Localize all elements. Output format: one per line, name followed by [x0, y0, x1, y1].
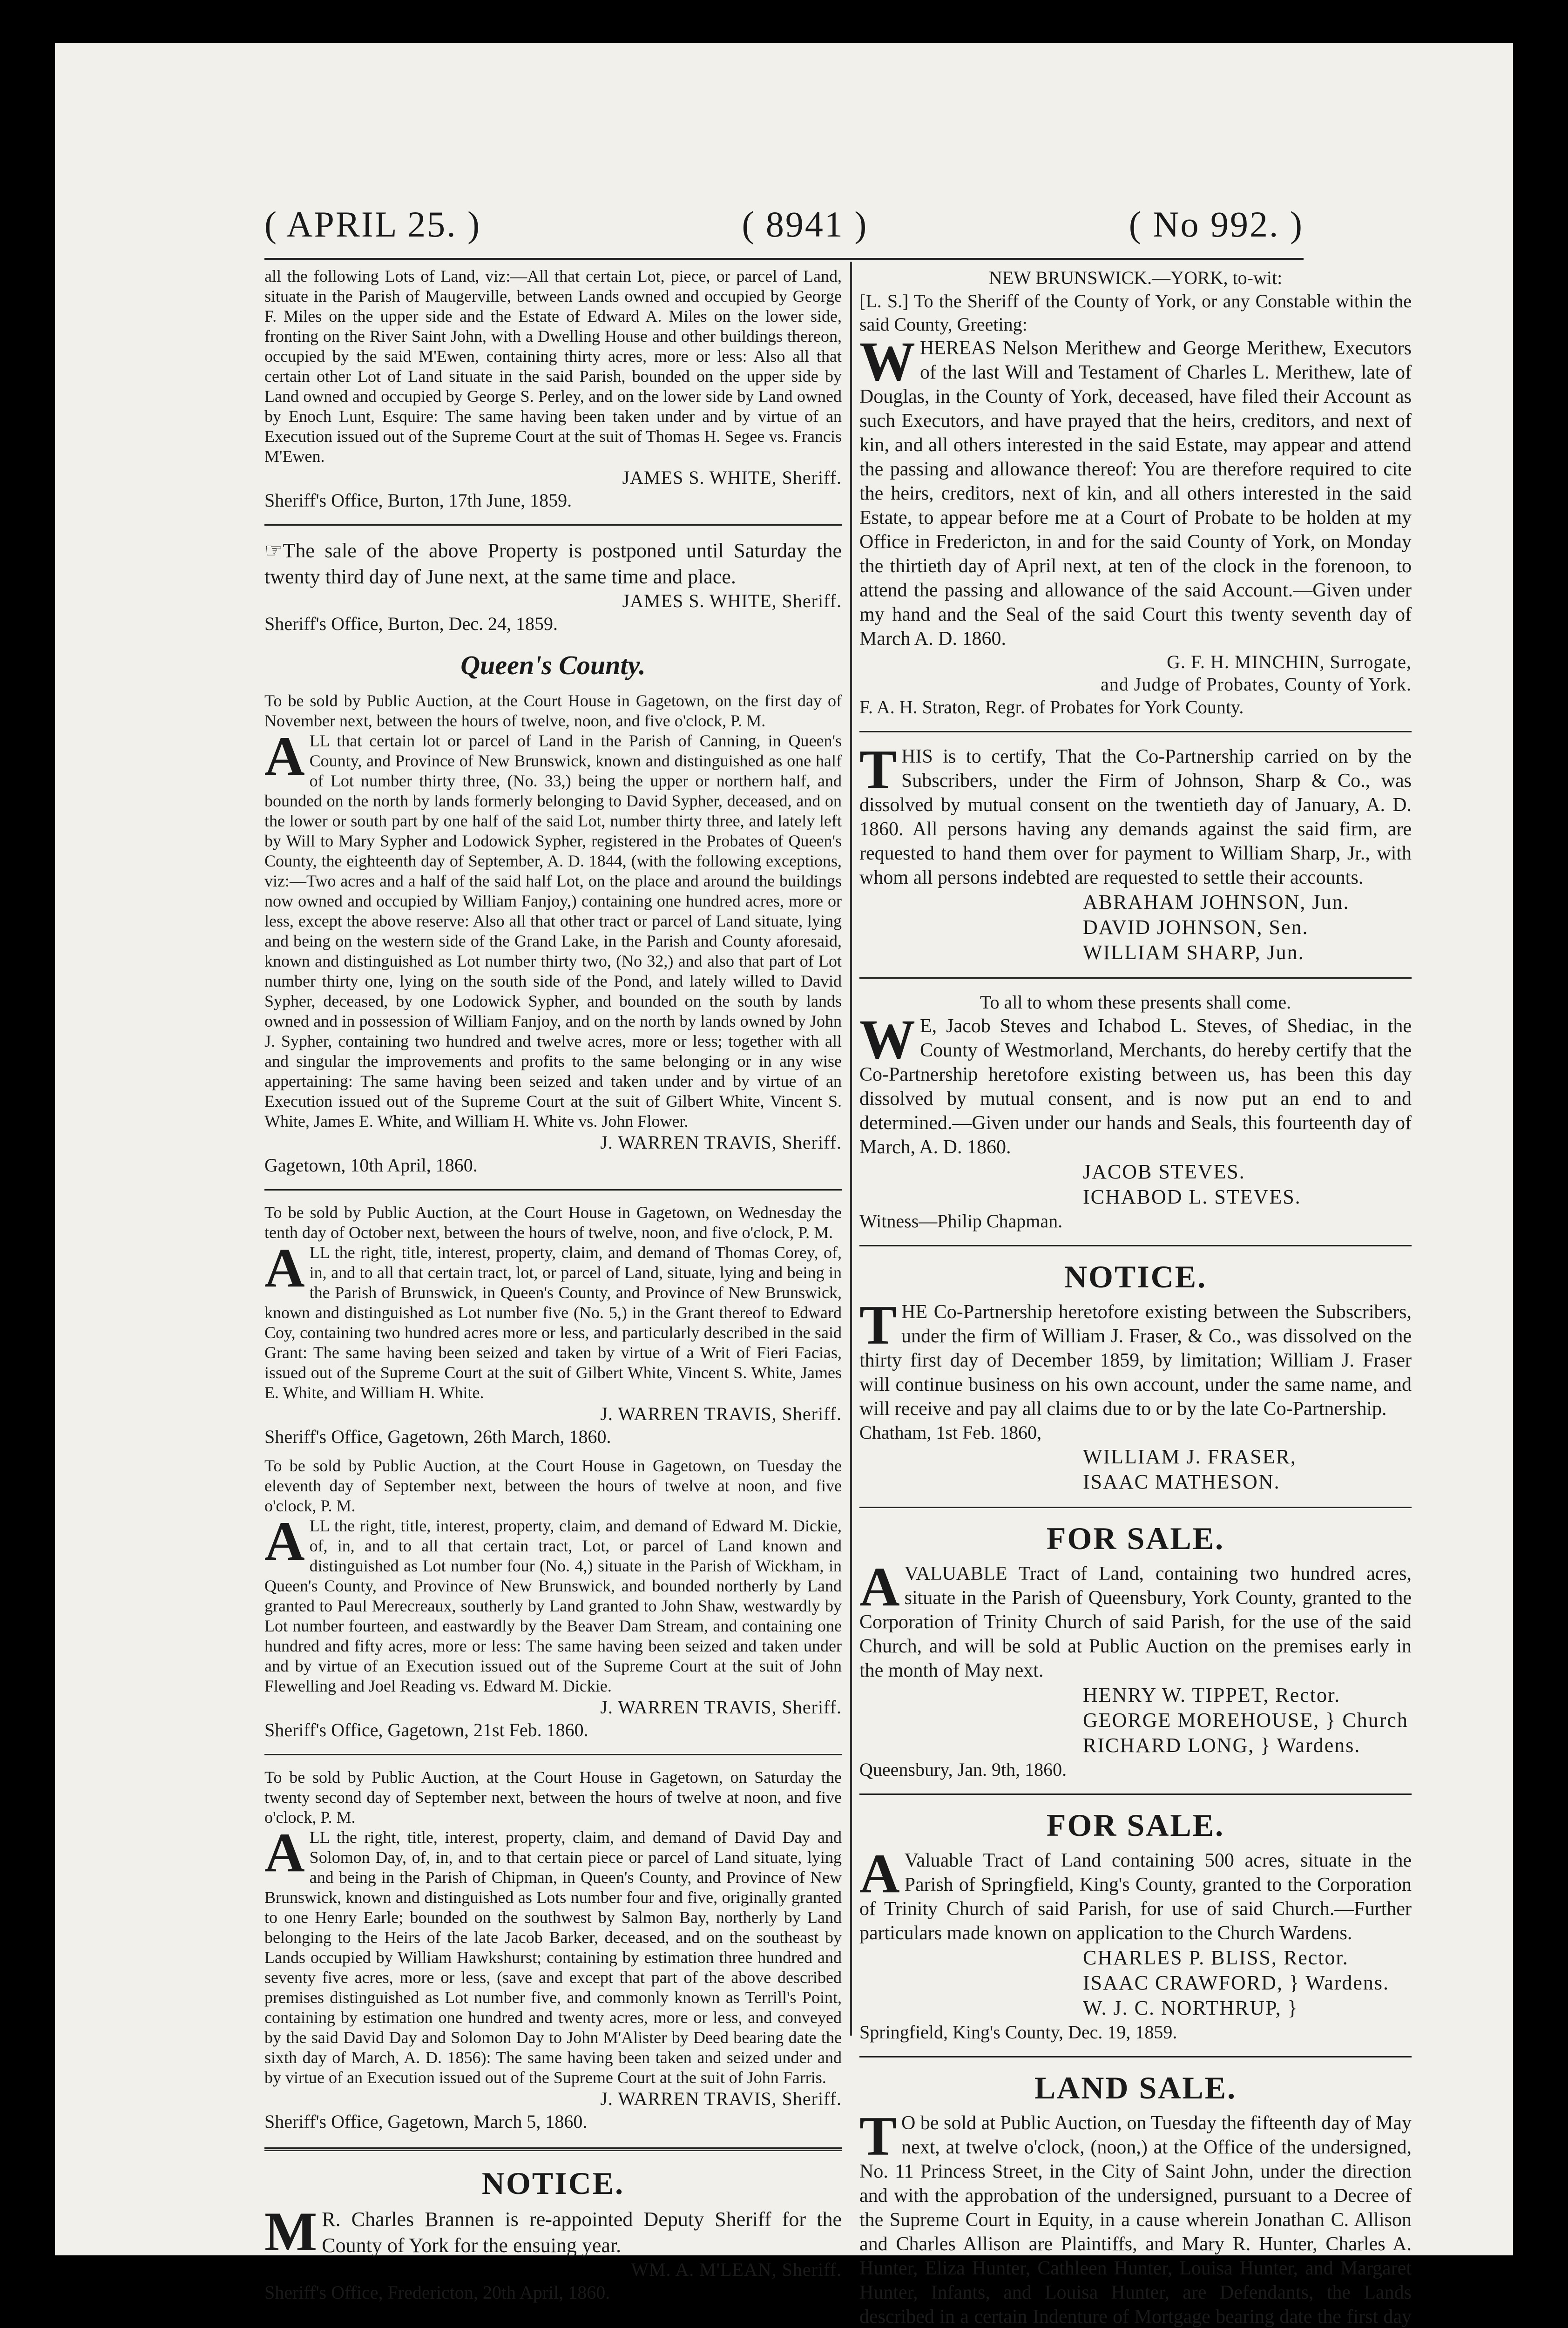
auction-body: ALL that certain lot or parcel of Land in the Parish of Canning, in Queen's County, and Province of New Brunswick, known and distinguished as one half of Lot number thirty three, (No. 33,) being the upper or northern half, and bounded on the north by lands formerly belonging to David Sypher, deceased, and on the lower or south part by one half of the said Lot, number thirty three, and lately left by Will to Mary Sypher and Lodowick Sypher, registered in the Probates of Queen's County, the eighteenth day of September, A. D. 1844, (with the following exceptions, viz:—Two acres and a half of the said half Lot, on the place and around the buildings now owned and occupied by William Fanjoy,) containing one hundred acres, more or less, except the above reserve: Also all that other tract or parcel of Land situate, lying and being on the western side of the Grand Lake, in the Parish and County aforesaid, known and distinguished as Lot number thirty two, (No 32,) and also that part of Lot number thirty one, lying on the south side of the Pond, and lately willed to David Sypher, deceased, by one Lodowick Sypher, and bounded on the south by lands owned and in possession of William Fanjoy, and on the north by lands owned by John J. Sypher, containing two hundred and twelve acres, more or less; together with all and singular the improvements and profits to the same belonging or in any wise appertaining: The same having been seized and taken under and by virtue of an Execution issued out of the Supreme Court at the suit of Gilbert White, Vincent S. White, James E. White, and William H. White vs. John Flower. — [264, 725, 842, 1130]
notice-date: Sheriff's Office, Burton, Dec. 24, 1859. — [264, 613, 558, 634]
auction-intro: To be sold by Public Auction, at the Court House in Gagetown, on Tuesday the eleventh day of September next, between the hours of twelve at noon, and five o'clock, P. M. — [264, 1456, 842, 1515]
drop-cap: A — [264, 1237, 305, 1299]
notice-date: Springfield, King's County, Dec. 19, 1859. — [859, 2022, 1177, 2043]
double-rule — [264, 2147, 842, 2151]
notice-date: Queensbury, Jan. 9th, 1860. — [859, 1759, 1067, 1780]
column-divider — [850, 262, 852, 2036]
rule — [859, 1793, 1412, 1795]
drop-cap: A — [859, 1842, 900, 1904]
auction-body: ALL the right, title, interest, property, claim, and demand of Edward M. Dickie, of, in, and to all that certain tract, Lot, or parcel of Land known and distinguished as Lot number four (No. 4,) situate in the Parish of Wickham, in Queen's County, and Province of New Brunswick, and bounded northerly by Land granted to Paul Merecreaux, southerly by Land granted to John Shaw, westwardly by Lot number fourteen, and eastwardly by the Beaver Dam Stream, and containing one hundred and fifty acres, more or less: The same having been seized and taken under and by virtue of an Execution issued out of the Supreme Court at the suit of John Flewelling and Joel Reading vs. Edward M. Dickie. — [264, 1510, 842, 1695]
warden-signature: GEORGE MOREHOUSE, } Church — [1083, 1709, 1408, 1732]
witness-line: Witness—Philip Chapman. — [859, 1211, 1063, 1232]
rector-signature: HENRY W. TIPPET, Rector. — [1083, 1684, 1341, 1706]
postponement-notice: ☞The sale of the above Property is postponed until Saturday the twenty third day of June next, at the same time and place. — [264, 539, 842, 588]
rule — [859, 731, 1412, 732]
deputy-sheriff-notice: M R. Charles Brannen is re-appointed Deputy Sheriff for the County of York for the ensuing year. — [264, 2200, 842, 2262]
header-page-number: ( 8941 ) — [742, 204, 868, 244]
springfield-sale: A Valuable Tract of Land containing 500 acres, situate in the Parish of Springfield, King's County, granted to the Corporation of Trinity Church of said Parish, for use of said Church.—Further particulars made known on application to the Church Wardens. — [859, 1842, 1412, 1944]
notice-date: Sheriff's Office, Gagetown, March 5, 1860. — [264, 2111, 588, 2132]
drop-cap: T — [859, 1294, 897, 1356]
drop-cap: W — [859, 330, 915, 392]
drop-cap: M — [264, 2200, 318, 2262]
partner-signature: ICHABOD L. STEVES. — [1083, 1185, 1301, 1208]
registrar-line: F. A. H. Straton, Regr. of Probates for York County. — [859, 697, 1244, 717]
warden-signature: RICHARD LONG, } Wardens. — [1083, 1734, 1361, 1757]
rule — [264, 524, 842, 526]
notice-date: Chatham, 1st Feb. 1860, — [859, 1422, 1042, 1443]
sheriff-signature: JAMES S. WHITE, Sheriff. — [622, 590, 842, 611]
notice-heading: NOTICE. — [481, 2166, 625, 2201]
jurisdiction-heading: NEW BRUNSWICK.—YORK, to-wit: — [988, 267, 1283, 288]
presents-intro: To all to whom these presents shall come. — [980, 992, 1291, 1013]
warden-signature: ISAAC CRAWFORD, } Wardens. — [1083, 1971, 1390, 1994]
drop-cap: T — [859, 2105, 897, 2167]
sheriff-signature: J. WARREN TRAVIS, Sheriff. — [600, 2088, 842, 2109]
surrogate-title: and Judge of Probates, County of York. — [1101, 674, 1412, 695]
land-sale-notice: T O be sold at Public Auction, on Tuesday the fifteenth day of May next, at twelve o'clock, (noon,) at the Office of the undersigned, No. 11 Princess Street, in the City of Saint John, under the direction and with the approbation of the undersigned, pursuant to a Decree of the Supreme Court in Equity, in a cause wherein Jonathan C. Allison and Charles Allison are Plaintiffs, and Mary R. Hunter, Charles A. Hunter, Eliza Hunter, Cathleen Hunter, Louisa Hunter, and Margaret Hunter, Infants, and Louisa Hunter, are Defendants, the Lands described in a certain Indenture of Mortgage bearing date the first day — [859, 2105, 1412, 2328]
header-date: ( APRIL 25. ) — [264, 204, 481, 244]
drop-cap: A — [264, 1510, 305, 1572]
partner-signature: ABRAHAM JOHNSON, Jun. — [1083, 891, 1350, 914]
sheriff-signature: J. WARREN TRAVIS, Sheriff. — [600, 1132, 842, 1153]
auction-body: ALL the right, title, interest, property, claim, and demand of David Day and Solomon Day, of, in, and to that certain piece or parcel of Land situate, lying and being in the Parish of Chipman, in Queen's County, and Province of New Brunswick, known and distinguished as Lots number four and five, originally granted to one Henry Earle; bounded on the southwest by Salmon Bay, northerly by Land belonging to the Heirs of the late Jacob Barker, deceased, and on the southeast by Lands occupied by William Hawkshurst; containing by estimation three hundred and seventy five acres, more or less, (save and except that part of the above described premises distinguished as Lot number five, and commonly known as Terrill's Point, containing by estimation one hundred and twenty acres, more or less, and conveyed by the said David Day and Solomon Day to John M'Alister by Deed bearing date the sixth day of March, A. D. 1856): The same having been taken and seized under and by virtue of an Execution issued out of the Supreme Court at the suit of John Farris. — [264, 1821, 842, 2087]
notice-date: Sheriff's Office, Fredericton, 20th April, 1860. — [264, 2282, 610, 2303]
for-sale-heading: FOR SALE. — [1046, 1521, 1225, 1556]
land-sale-heading: LAND SALE. — [1034, 2070, 1237, 2105]
sheriff-signature: J. WARREN TRAVIS, Sheriff. — [600, 1403, 842, 1424]
newspaper-page — [55, 43, 1513, 2328]
header-issue-number: ( No 992. ) — [1129, 204, 1304, 244]
maugerville-notice: all the following Lots of Land, viz:—All that certain Lot, piece, or parcel of Land, situate in the Parish of Maugerville, between Lands owned and occupied by George F. Miles on the upper side and the Estate of Edward A. Miles on the lower side, fronting on the River Saint John, with a Dwelling House and other buildings thereon, occupied by the said M'Ewen, containing thirty acres, more or less: Also all that certain other Lot of Land situate in the said Parish, bounded on the upper side by Land owned and occupied by George S. Perley, and on the lower side by Land owned by Enoch Lunt, Esquire: The same having been taken under and by virtue of an Execution issued out of the Supreme Court at the suit of Thomas H. Segee vs. Francis M'Ewen. — [264, 267, 842, 466]
rule — [264, 1754, 842, 1755]
sheriff-signature: WM. A. M'LEAN, Sheriff. — [631, 2259, 842, 2280]
partner-signature: WILLIAM SHARP, Jun. — [1083, 941, 1304, 964]
warden-signature: W. J. C. NORTHRUP, } — [1083, 1996, 1298, 2019]
probate-citation: WHEREAS Nelson Merithew and George Merithew, Executors of the last Will and Testament of Charles L. Merithew, late of Douglas, in the County of York, deceased, have filed their Account as such Executors, and have prayed that the heirs, creditors, and next of kin, and all others interested in the said Estate, may appear and attend the passing and allowance thereof: You are therefore required to cite the heirs, creditors, next of kin, and all others interested in the said Estate, to appear before me at a Court of Probate to be holden at my Office in Fredericton, in and for the said County of York, on Monday the thirtieth day of April next, at ten of the clock in the forenoon, to attend the passing and allowance of the said Account.—Given under my hand and the Seal of the said Court this twenty seventh day of March A. D. 1860. — [859, 330, 1412, 650]
citation-greeting: [L. S.] To the Sheriff of the County of York, or any Constable within the said County, Greeting: — [859, 291, 1412, 335]
for-sale-heading: FOR SALE. — [1046, 1807, 1225, 1843]
partner-signature: WILLIAM J. FRASER, — [1083, 1445, 1297, 1468]
partner-signature: JACOB STEVES. — [1083, 1160, 1245, 1183]
notice-date: Sheriff's Office, Gagetown, 21st Feb. 1860. — [264, 1719, 588, 1740]
surrogate-signature: G. F. H. MINCHIN, Surrogate, — [1167, 651, 1412, 672]
section-heading-queens-county: Queen's County. — [460, 650, 646, 680]
fraser-notice: THE Co-Partnership heretofore existing between the Subscribers, under the firm of William J. Fraser, & Co., was dissolved on the thirty first day of December 1859, by limitation; William J. Fraser will continue business on his own account, under the same name, and will receive and pay all claims due to or by the late Co-Partnership. — [859, 1294, 1412, 1420]
rector-signature: CHARLES P. BLISS, Rector. — [1083, 1946, 1349, 1969]
sheriff-signature: JAMES S. WHITE, Sheriff. — [622, 467, 842, 488]
auction-intro: To be sold by Public Auction, at the Court House in Gagetown, on the first day of November next, between the hours of twelve, noon, and five o'clock, P. M. — [264, 691, 842, 730]
auction-body: ALL the right, title, interest, property, claim, and demand of Thomas Corey, of, in, and to all that certain tract, lot, or parcel of Land, situate, lying and being in the Parish of Brunswick, in Queen's County, and Province of New Brunswick, known and distinguished as Lot number five (No. 5,) in the Grant thereof to Edward Coy, containing two hundred acres more or less, and particularly described in the said Grant: The same having been seized and taken by virtue of a Writ of Fieri Facias, issued out of the Supreme Court at the suit of Gilbert White, Vincent S. White, James E. White, and William H. White. — [264, 1237, 842, 1402]
auction-intro: To be sold by Public Auction, at the Court House in Gagetown, on Saturday the twenty second day of September next, between the hours of twelve at noon, and five o'clock, P. M. — [264, 1768, 842, 1827]
rule — [859, 2056, 1412, 2057]
drop-cap: A — [859, 1556, 900, 1617]
rule — [859, 1507, 1412, 1508]
notice-date: Sheriff's Office, Burton, 17th June, 1859. — [264, 490, 572, 511]
auction-intro: To be sold by Public Auction, at the Court House in Gagetown, on Wednesday the tenth day of October next, between the hours of twelve, noon, and five o'clock, P. M. — [264, 1203, 842, 1242]
sheriff-signature: J. WARREN TRAVIS, Sheriff. — [600, 1697, 842, 1718]
partner-signature: ISAAC MATHESON. — [1083, 1470, 1280, 1493]
rule — [264, 1189, 842, 1191]
drop-cap: T — [859, 738, 897, 800]
rule — [859, 1245, 1412, 1246]
dissolution-notice-johnson: THIS is to certify, That the Co-Partnership carried on by the Subscribers, under the Firm of Johnson, Sharp & Co., was dissolved by mutual consent on the twentieth day of January, A. D. 1860. All persons having any demands against the said firm, are requested to hand them over for payment to William Sharp, Jr., with whom all persons indebted are requested to settle their accounts. — [859, 738, 1412, 888]
drop-cap: W — [859, 1008, 915, 1070]
notice-heading: NOTICE. — [1064, 1259, 1207, 1294]
right-column — [859, 266, 1412, 2328]
left-column — [264, 266, 842, 2303]
header-rule — [264, 258, 1304, 260]
notice-date: Gagetown, 10th April, 1860. — [264, 1155, 478, 1176]
notice-date: Sheriff's Office, Gagetown, 26th March, 1860. — [264, 1426, 611, 1447]
dissolution-notice-steves: W E, Jacob Steves and Ichabod L. Steves, of Shediac, in the County of Westmorland, Merchants, do hereby certify that the Co-Partnership heretofore existing between us, has been this day dissolved by mutual consent, and is now put an end to and determined.—Given under our hands and Seals, this fourteenth day of March, A. D. 1860. — [859, 1008, 1412, 1158]
rule — [859, 977, 1412, 979]
queensbury-sale: AVALUABLE Tract of Land, containing two hundred acres, situate in the Parish of Queensbury, York County, granted to the Corporation of Trinity Church of said Parish, for the use of the said Church, and will be sold at Public Auction on the premises early in the month of May next. — [859, 1556, 1412, 1681]
partner-signature: DAVID JOHNSON, Sen. — [1083, 916, 1309, 939]
drop-cap: A — [264, 1821, 305, 1883]
page-header — [264, 196, 1304, 252]
drop-cap: A — [264, 725, 305, 787]
